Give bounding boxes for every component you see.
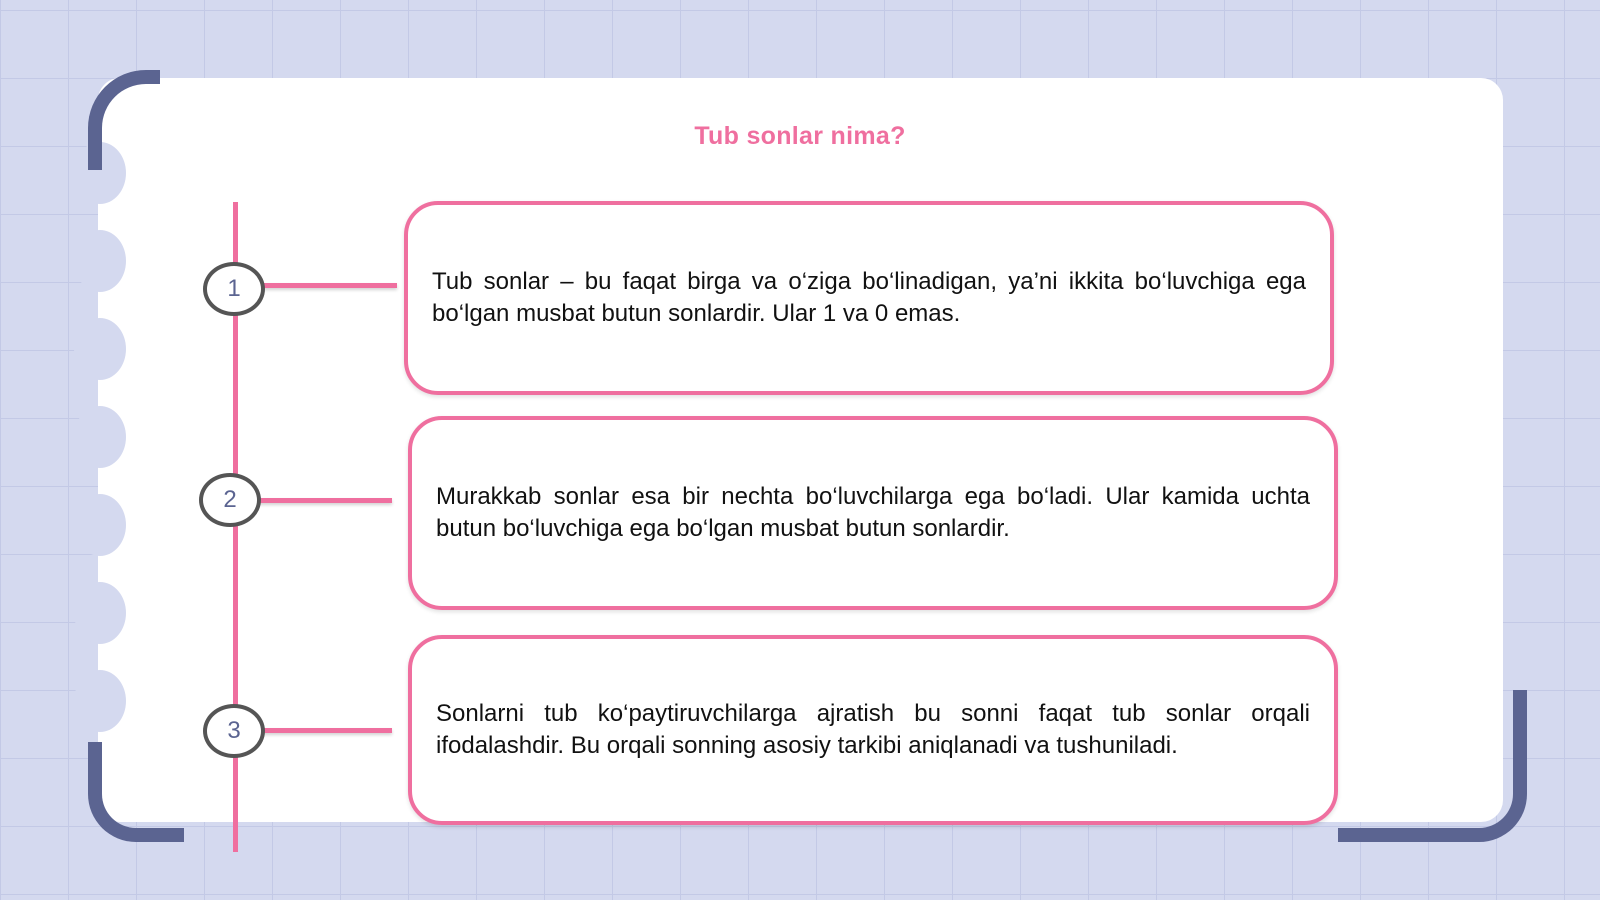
step-connector-3: [262, 728, 392, 733]
step-text-1: Tub sonlar – bu faqat birga va o‘ziga bo‘linadigan, ya’ni ikkita bo‘luvchiga ega bo‘lgan musbat butun sonlardir. Ular 1 va 0 emas.: [432, 268, 1306, 327]
step-connector-1: [262, 283, 397, 288]
step-box-3: [408, 635, 1338, 825]
corner-bracket-top-left: [88, 70, 160, 170]
step-connector-2: [258, 498, 392, 503]
binder-notch: [74, 670, 126, 732]
corner-bracket-bottom-right: [1338, 690, 1527, 842]
step-number-2: 2: [199, 473, 261, 527]
step-number-1: 1: [203, 262, 265, 316]
binder-notch: [74, 406, 126, 468]
step-text-2: Murakkab sonlar esa bir nechta bo‘luvchilarga ega bo‘ladi. Ular kamida uchta butun bo‘luvchiga ega bo‘lgan musbat butun sonlardir.: [436, 483, 1310, 542]
step-box-1: [404, 201, 1334, 395]
binder-notch: [74, 230, 126, 292]
slide-title: Tub sonlar nima?: [694, 122, 906, 150]
binder-notch: [74, 318, 126, 380]
step-number-3: 3: [203, 704, 265, 758]
binder-notch: [74, 494, 126, 556]
corner-bracket-bottom-left: [88, 742, 184, 842]
binder-notch: [74, 582, 126, 644]
step-box-2: [408, 416, 1338, 610]
step-text-3: Sonlarni tub ko‘paytiruvchilarga ajratish bu sonni faqat tub sonlar orqali ifodalashdir. Bu orqali sonning asosiy tarkibi aniqlanadi va tushuniladi.: [436, 700, 1310, 759]
